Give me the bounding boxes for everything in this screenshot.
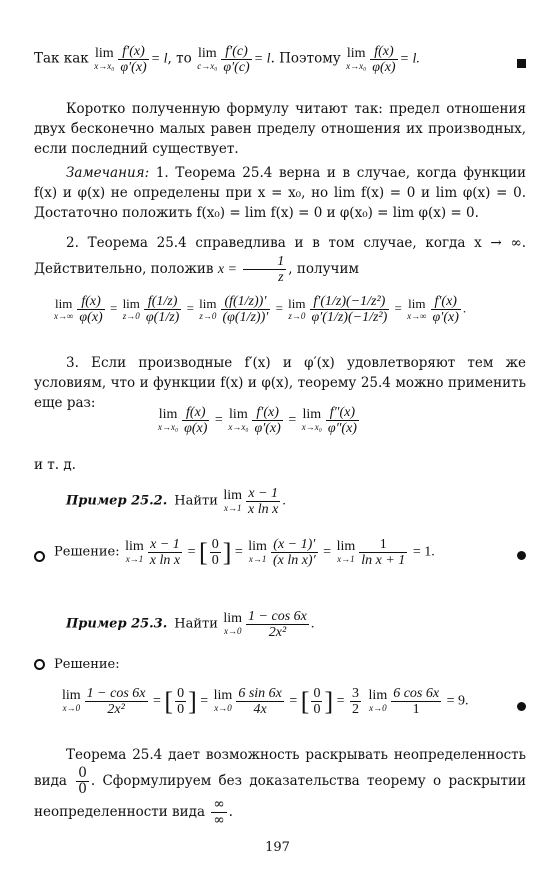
frac-inf-inf: $\frac{\infty}{\infty}$ <box>213 796 225 828</box>
end-solution-icon <box>517 702 526 711</box>
end-solution-icon <box>517 551 526 560</box>
conclusion-formula-line: Так как lim x→x₀ $\frac{f'(x)}{\varphi'(x)}$ = l, то lim c→x₀ $\frac{f'(c)}{\varphi'(c)}$ = l. Поэтому lim x→x₀ $\frac{f(x)}{\varphi(x)}$ = l. <box>34 44 420 75</box>
paragraph-remark-3: 3. Если производные f′(x) и φ′(x) удовлетворяют тем же условиям, что и функции f(x) и φ(x), теорему 25.4 можно применить еще раз: <box>34 355 526 411</box>
solution-marker-icon <box>34 659 45 670</box>
paragraph-remark-2: 2. Теорема 25.4 справедлива и в том случае, когда x → ∞. Действительно, положив x = $\frac{1}{z}$ , получим <box>34 235 526 285</box>
text-tak-kak: Так как <box>34 50 89 67</box>
solution-1-heading: Решение: <box>54 544 120 560</box>
lim-3: lim x→x₀ <box>346 45 367 71</box>
frac-3: $\frac{f(x)}{\varphi(x)}$ <box>372 44 396 75</box>
example-25-2-heading: Пример 25.2. <box>66 493 168 509</box>
example-25-3: Пример 25.3. Найти lim x→0 $\frac{1 - \cos 6x}{\text{2x²}}$ . <box>66 609 315 640</box>
example-25-2: Пример 25.2. Найти lim x→1 $\frac{x - 1}{\text{x ln x}}$ . <box>66 486 286 517</box>
paragraph-remark-1: Замечания: 1. Теорема 25.4 верна и в случае, когда функции f(x) и φ(x) не определены при x = x₀, но lim f(x) = 0 и lim φ(x) = 0. Достаточно положить f(x₀) = lim f(x) = 0 и φ(x₀) = lim φ(x) = 0. <box>34 165 526 221</box>
text-etc: и т. д. <box>34 457 76 473</box>
frac-2: $\frac{f'(c)}{\varphi'(c)}$ <box>223 44 250 75</box>
frac-1: $\frac{f'(x)}{\varphi'(x)}$ <box>120 44 147 75</box>
frac-subst: $\frac{1}{z}$ <box>243 254 286 285</box>
frac-zero-zero: $\frac{0}{0}$ <box>78 765 87 797</box>
lim-1: lim x→x₀ <box>94 45 115 71</box>
chain-formula: lim x→∞ $\frac{f(x)}{\varphi(x)}$ = lim z→0 $\frac{f(1/z)}{\varphi(1/z)}$ = lim z→0 $\frac{(f(1/z))'}{(\varphi(1/z))'}$ = lim z→0 $\frac{\text{f′(1/z)(−1/z²)}}{\text{φ′(1/z)(−1/z²)}}$ = lim x→∞ $\frac{f'(x)}{\varphi'(x)}$ . <box>54 294 467 325</box>
paragraph-short-formula: Коротко полученную формулу читают так: предел отношения двух бесконечно малых равен пределу отношения их производных, если последний существует. <box>34 101 526 157</box>
solution-25-2: Решение: lim x→1 $\frac{x - 1}{\text{x ln x}}$ = [ $\frac{0}{0}$ ] = lim x→1 $\frac{(x - 1)'}{\text{(x ln x)′}}$ = lim x→1 $\frac{1}{\text{ln x + 1}}$ = 1. <box>54 537 435 568</box>
solution-2-heading: Решение: <box>54 657 120 672</box>
solution-marker-icon <box>34 551 45 562</box>
solution-25-3: lim x→0 $\frac{1 - \cos 6x}{\text{2x²}}$ = [ $\frac{0}{0}$ ] = lim x→0 $\frac{6 \sin 6x}{4x}$ = [ $\frac{0}{0}$ ] = $\frac{3}{2}$ lim x→0 $\frac{6 \cos 6x}{1}$ = 9. <box>62 686 469 717</box>
example-25-3-heading: Пример 25.3. <box>66 616 168 632</box>
remarks-heading: Замечания: <box>66 165 150 181</box>
qed-square-icon <box>517 59 526 68</box>
lim-2: lim c→x₀ <box>197 45 218 71</box>
repeat-formula: lim x→x₀ $\frac{f(x)}{\varphi(x)}$ = lim x→x₀ $\frac{f'(x)}{\varphi'(x)}$ = lim x→x₀ $\frac{f''(x)}{\varphi''(x)}$ <box>158 405 357 436</box>
paragraph-indeterminacy: Теорема 25.4 дает возможность раскрывать неопределенность вида $\frac{0}{0}$ . Сформулируем без доказательства теорему о раскрытии неопределенности вида $\frac{\infty}{\infty}$ . <box>34 747 526 828</box>
page-number: 197 <box>265 840 290 855</box>
